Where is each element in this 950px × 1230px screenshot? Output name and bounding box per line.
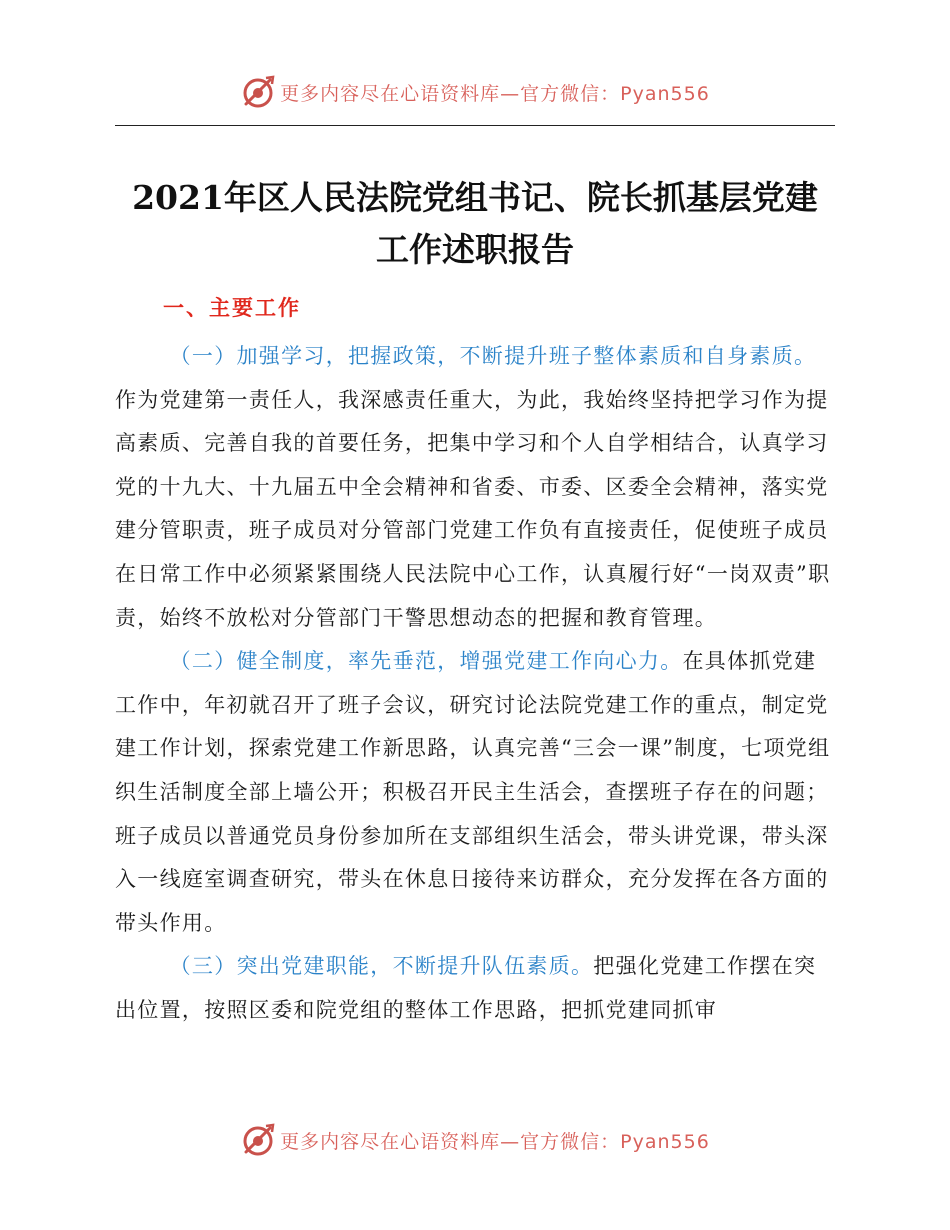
section-heading: 一、主要工作	[163, 296, 301, 320]
paragraph-2	[115, 640, 835, 945]
paragraph-2-body: 在具体抓党建工作中，年初就召开了班子会议，研究讨论法院党建工作的重点，制定党建工作计划，探索党建工作新思路，认真完善“三会一课”制度，七项党组织生活制度全部上墙公开；积极召开民主生活会，查摆班子存在的问题；班子成员以普通党员身份参加所在支部组织生活会，带头讲党课，带头深入一线庭室调查研究，带头在休息日接待来访群众，充分发挥在各方面的带头作用。	[115, 649, 831, 935]
logo-icon	[240, 74, 276, 110]
paragraph-3	[115, 945, 835, 1032]
paragraph-3-body: 把强化党建工作摆在突出位置，按照区委和院党组的整体工作思路，把抓党建同抓审	[115, 954, 817, 1022]
watermark-text: 更多内容尽在心语资料库—官方微信：Pyan556	[280, 1130, 710, 1153]
watermark-text: 更多内容尽在心语资料库—官方微信：Pyan556	[280, 82, 710, 105]
paragraph-1-body: 作为党建第一责任人，我深感责任重大，为此，我始终坚持把学习作为提高素质、完善自我的首要任务，把集中学习和个人自学相结合，认真学习党的十九大、十九届五中全会精神和省委、市委、区委全会精神，落实党建分管职责，班子成员对分管部门党建工作负有直接责任，促使班子成员在日常工作中必须紧紧围绕人民法院中心工作，认真履行好“一岗双责”职责，始终不放松对分管部门干警思想动态的把握和教育管理。	[115, 387, 831, 630]
title-line-2: 工作述职报告	[376, 230, 574, 269]
subheading-3: （三）突出党建职能，不断提升队伍素质。	[169, 954, 594, 979]
logo-icon	[240, 1122, 276, 1158]
document-title	[80, 172, 870, 276]
footer-watermark	[0, 1120, 950, 1160]
header-watermark	[0, 72, 950, 112]
paragraph-1	[115, 335, 835, 640]
document-body	[115, 335, 835, 1033]
title-line-1: 2021年区人民法院党组书记、院长抓基层党建	[132, 178, 818, 217]
subheading-1: （一）加强学习，把握政策，不断提升班子整体素质和自身素质。	[169, 344, 817, 368]
subheading-2: （二）健全制度，率先垂范，增强党建工作向心力。	[169, 649, 683, 674]
header-divider	[115, 125, 835, 126]
